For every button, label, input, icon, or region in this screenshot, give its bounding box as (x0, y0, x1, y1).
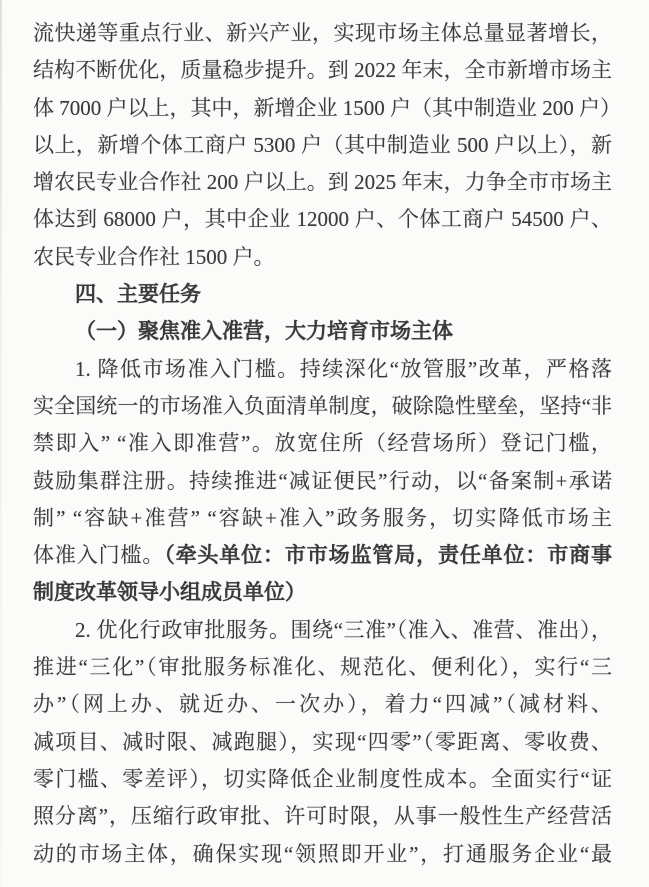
subsection-heading: （一）聚焦准入准营，大力培育市场主体 (75, 319, 453, 344)
text-line: 结构不断优化，质量稳步提升。到 2022 年末，全市新增市场主 (33, 58, 612, 83)
text-line: 鼓励集群注册。持续推进“减证便民”行动，以“备案制+承诺 (33, 468, 612, 493)
text-line: 以上，新增个体工商户 5300 户（其中制造业 500 户以上），新 (33, 132, 612, 157)
text-line: 体 7000 户以上，其中，新增企业 1500 户（其中制造业 200 户） (33, 95, 621, 120)
text-segment: 体准入门槛。 (33, 543, 165, 568)
text-line: 实全国统一的市场准入负面清单制度，破除隐性壁垒，坚持“非 (33, 393, 612, 418)
responsibility-note: （牵头单位：市市场监管局，责任单位：市商事 (164, 543, 613, 568)
text-line: 制” “容缺+准营” “容缺+准入”政务服务，切实降低市场主 (33, 505, 612, 530)
text-line: 零门槛、零差评），切实降低企业制度性成本。全面实行“证 (33, 766, 612, 791)
text-line: 增农民专业合作社 200 户以上。到 2025 年末，力争全市市场主 (33, 170, 612, 195)
text-line: 动的市场主体，确保实现“领照即开业”，打通服务企业“最 (33, 841, 612, 866)
text-line: 农民专业合作社 1500 户。 (33, 244, 275, 269)
text-line: 推进“三化”（审批服务标准化、规范化、便利化），实行“三 (33, 655, 612, 680)
text-line: 禁即入” “准入即准营”。放宽住所（经营场所）登记门槛， (33, 431, 612, 456)
text-line: 流快递等重点行业、新兴产业，实现市场主体总量显著增长， (33, 21, 612, 45)
text-line: 体达到 68000 户，其中企业 12000 户、个体工商户 54500 户、 (33, 207, 612, 232)
text-line (33, 537, 612, 574)
responsibility-note: 制度改革领导小组成员单位） (33, 580, 306, 605)
text-line: 减项目、减时限、减跑腿），实现“四零”（零距离、零收费、 (33, 729, 612, 754)
text-line: 办”（网上办、就近办、一次办），着力“四减”（减材料、 (33, 692, 612, 717)
text-line: 2. 优化行政审批服务。围绕“三准”（准入、准营、准出）， (75, 617, 612, 642)
text-line: 照分离”，压缩行政审批、许可时限，从事一般性生产经营活 (33, 804, 612, 829)
text-line: 1. 降低市场准入门槛。持续深化“放管服”改革，严格落 (75, 356, 612, 381)
section-heading: 四、主要任务 (75, 283, 201, 307)
